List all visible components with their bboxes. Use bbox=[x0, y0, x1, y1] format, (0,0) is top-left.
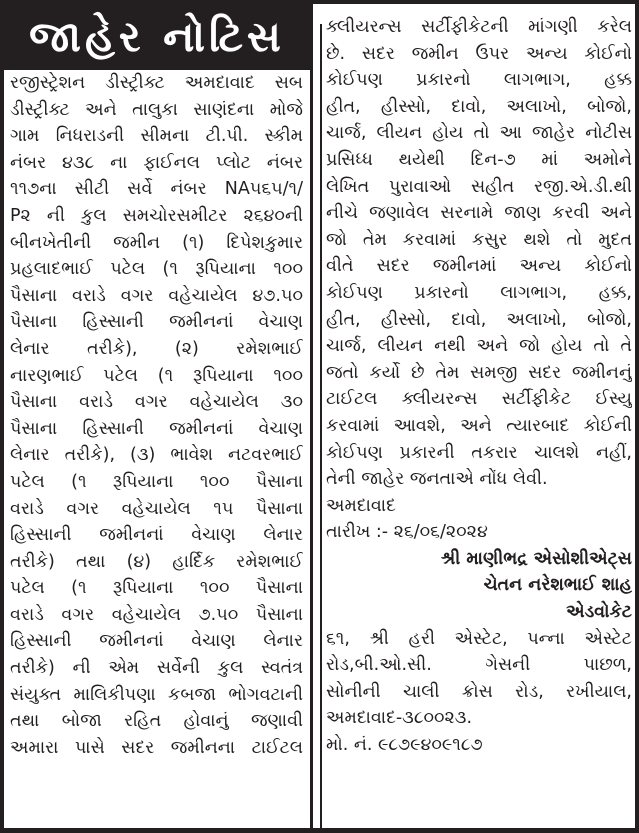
text-line: હિસ્સાની જમીનનાં વેચાણ લેનાર bbox=[10, 525, 303, 546]
mobile-number: મો. નં. ૯૮૭૯૪૦૯૧૮૭ bbox=[326, 735, 483, 756]
notice-title: જાહેર નોટિસ bbox=[4, 4, 310, 70]
text-line: અમારા પાસે સદર જમીનના ટાઈટલ bbox=[10, 737, 303, 758]
text-line: વીતે સદર જમીનમાં અન્ય કોઈનો bbox=[326, 256, 632, 277]
text-line: છે. સદર જમીન ઉપર અન્ય કોઈનો bbox=[326, 43, 632, 64]
text-line: તરીકે) તથા (૪) હાર્દિક રમેશભાઈ bbox=[10, 551, 303, 572]
text-line: કરવામાં આવશે, અને ત્યારબાદ કોઈની bbox=[326, 415, 632, 436]
text-line: પૈસાના હિસ્સાની જમીનનાં વેચાણ bbox=[10, 418, 303, 439]
column-divider bbox=[310, 4, 313, 829]
text-line: પૈસાના વરાડે વગર વહેચાયેલ ૪૭.૫૦ bbox=[10, 285, 303, 306]
right-column-text bbox=[326, 14, 632, 759]
text-line: જો તેમ કરવામાં કસુર થશે તો મુદત bbox=[326, 229, 632, 250]
text-line: કોઈપણ પ્રકારનો લાગભાગ, હક્ક bbox=[326, 70, 632, 91]
text-line: હીત, હીસ્સો, દાવો, અલાખો, બોજો, bbox=[326, 309, 632, 330]
left-column-text bbox=[10, 70, 303, 761]
text-line: P૨ ની કુલ સમચોરસમીટર ૨૬૪૦ની bbox=[10, 205, 303, 226]
left-column bbox=[4, 4, 310, 829]
date: તારીખ :- ૨૬/૦૬/૨૦૨૪ bbox=[326, 522, 488, 543]
text-line: ગામ નિધરાડની સીમના ટી.પી. સ્કીમ bbox=[10, 126, 303, 147]
text-line: પ્રહલાદભાઈ પટેલ (૧ રૂપિયાના ૧૦૦ bbox=[10, 259, 303, 280]
text-line: તરીકે) ની એમ સર્વેની કુલ સ્વતંત્ર bbox=[10, 658, 303, 679]
text-line: વરાડે વગર વહેચાયેલ ૧૫ પૈસાના bbox=[10, 498, 303, 519]
text-line: પટેલ (૧ રૂપિયાના ૧૦૦ પૈસાના bbox=[10, 578, 303, 599]
column-rule bbox=[320, 24, 322, 829]
place: અમદાવાદ bbox=[326, 495, 396, 516]
text-line: વરાડે વગર વહેચાયેલ ૭.૫૦ પૈસાના bbox=[10, 604, 303, 625]
text-line: તથા બોજા રહિત હોવાનું જણાવી bbox=[10, 711, 303, 732]
text-line: પટેલ (૧ રૂપિયાના ૧૦૦ પૈસાના bbox=[10, 471, 303, 492]
text-line: સંયુક્ત માલિકીપણા કબજા ભોગવટાની bbox=[10, 684, 303, 705]
text-line: લેનાર તરીકે), (૨) રમેશભાઈ bbox=[10, 338, 303, 359]
address-line: સોનીની ચાલી ક્રોસ રોડ, રખીયાલ, bbox=[326, 681, 632, 702]
text-line: જતો કર્યો છે તેમ સમજી સદર જમીનનું bbox=[326, 362, 632, 383]
text-line: ૧૧૭ના સીટી સર્વે નંબર NA૫૬૫/૧/ bbox=[10, 179, 303, 200]
text-line: રજીસ્ટ્રેશન ડીસ્ટ્રીક્ટ અમદાવાદ સબ bbox=[10, 73, 303, 93]
text-line: બીનખેતીની જમીન (૧) દિપેશકુમાર bbox=[10, 232, 303, 253]
advocate-name: ચેતન નરેશભાઈ શાહ bbox=[483, 575, 632, 596]
text-line: લેનાર તરીકે), (૩) ભાવેશ નટવરભાઈ bbox=[10, 445, 303, 466]
text-line: પૈસાના હિસ્સાની જમીનનાં વેચાણ bbox=[10, 312, 303, 333]
text-line: ચાર્જ, લીયન નથી અને જો હોય તો તે bbox=[326, 336, 632, 357]
text-line: ટાઈટલ ક્લીયરન્સ સર્ટીફીકેટ ઈસ્યુ bbox=[326, 389, 632, 410]
city-pin: અમદાવાદ-૩૮૦૦૨૩. bbox=[326, 708, 473, 729]
advocate-title: એડવોકેટ bbox=[566, 602, 632, 623]
closing-line: તેની જાહેર જનતાએ નોંધ લેવી. bbox=[326, 469, 548, 490]
text-line: કોઈપણ પ્રકારની તકરાર ચાલશે નહીં, bbox=[326, 442, 632, 463]
text-line: હીત, હીસ્સો, દાવો, અલાખો, બોજો, bbox=[326, 96, 632, 117]
text-line: નીચે જણાવેલ સરનામે જાણ કરવી અને bbox=[326, 203, 632, 224]
text-line: ચાર્જ, લીયન હોય તો આ જાહેર નોટીસ bbox=[326, 123, 632, 144]
text-line: નારણભાઈ પટેલ (૧ રૂપિયાના ૧૦૦ bbox=[10, 365, 303, 386]
text-line: પૈસાના વરાડે વગર વહેચાયેલ ૩૦ bbox=[10, 392, 303, 413]
address-line: રોડ,બી.ઓ.સી. ગેસની પાછળ, bbox=[326, 655, 632, 676]
text-line: નંબર ૪૩૮ ના ફાઈનલ પ્લોટ નંબર bbox=[10, 152, 303, 173]
text-line: પ્રસિધ્ધ થયેથી દિન-૭ માં અમોને bbox=[326, 149, 632, 170]
firm-name: શ્રી માણીભદ્ર એસોશીએટ્સ bbox=[440, 548, 632, 569]
text-line: લેખિત પુરાવાઓ સહીત રજી.એ.ડી.થી bbox=[326, 176, 632, 197]
address-line: ૬૧, શ્રી હરી એસ્ટેટ, પન્ના એસ્ટેટ bbox=[326, 628, 632, 649]
text-line: કોઈપણ પ્રકારનો લાગભાગ, હક્ક, bbox=[326, 282, 632, 303]
text-line: ડીસ્ટ્રીક્ટ અને તાલુકા સાણંદના મોજે bbox=[10, 99, 303, 120]
text-line: હિસ્સાની જમીનનાં વેચાણ લેનાર bbox=[10, 631, 303, 652]
text-line: ક્લીયરન્સ સર્ટીફીકેટની માંગણી કરેલ bbox=[326, 17, 632, 37]
